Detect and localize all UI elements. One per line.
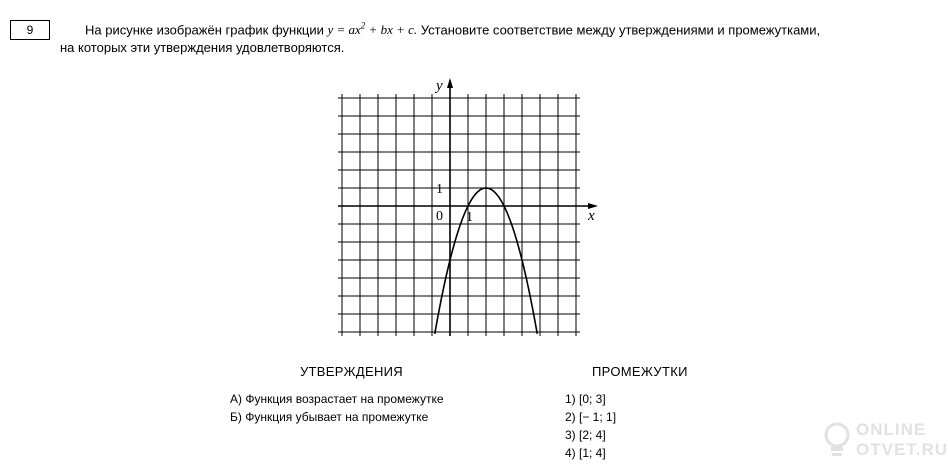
x-axis-label: x [588, 208, 595, 224]
x-unit-label: 1 [466, 210, 473, 225]
y-axis-arrow [447, 78, 453, 88]
intervals-heading: ПРОМЕЖУТКИ [592, 364, 688, 379]
lightbulb-icon [822, 420, 852, 460]
watermark-line1: ONLINE [856, 420, 927, 439]
statement-b: Б) Функция убывает на промежутке [230, 410, 429, 424]
statements-heading: УТВЕРЖДЕНИЯ [300, 364, 403, 379]
task-text-line1-before: На рисунке изображён график функции [85, 22, 324, 38]
task-statement [60, 17, 920, 57]
y-unit-label: 1 [436, 182, 443, 197]
task-text-line2: на которых эти утверждения удовлетворяются. [60, 40, 345, 56]
task-number-box [10, 20, 50, 40]
y-axis-label: y [436, 78, 443, 94]
task-number: 9 [26, 23, 34, 37]
function-formula: $y = ax^2$ + bx + c. [327, 21, 418, 38]
watermark-line2: OTVET.RU [856, 440, 948, 459]
origin-label: 0 [436, 209, 443, 224]
interval-option-1: 1) [0; 3] [565, 392, 606, 406]
function-graph [330, 72, 595, 340]
interval-option-3: 3) [2; 4] [565, 428, 606, 442]
interval-option-2: 2) [− 1; 1] [565, 410, 617, 424]
grid [338, 94, 580, 336]
task-text-line1-after: Установите соответствие между утверждениями и промежутками, [420, 22, 821, 38]
interval-option-4: 4) [1; 4] [565, 446, 606, 460]
watermark [822, 418, 948, 464]
statement-a: А) Функция возрастает на промежутке [230, 392, 444, 406]
